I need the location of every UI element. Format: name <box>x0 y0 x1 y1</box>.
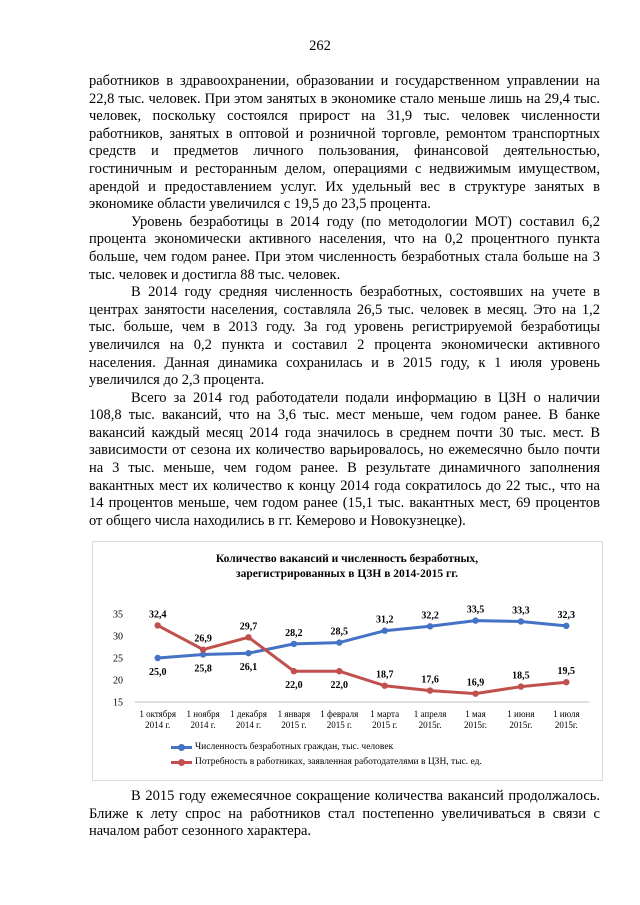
paragraph: В 2014 году средняя численность безработных, состоявших на учете в центрах занятости населения, составляла 26,5 тыс. человек в месяц. Это на 1,2 тыс. больше, чем в 2013 году. За год уровень регистрируемой безработицы увеличился на 0,2 пункта и составил 2 процента экономически активного населения. Данная динамика сохранилась и в 2015 году, к 1 июля уровень увеличился до 2,3 процента. <box>89 284 600 389</box>
data-point <box>472 617 478 623</box>
page-number: 262 <box>309 38 331 54</box>
data-point <box>336 639 342 645</box>
chart-title: Количество вакансий и численность безработных, <box>215 553 479 565</box>
x-tick-label: 1 марта <box>370 709 400 719</box>
data-point <box>382 683 388 689</box>
paragraph: Всего за 2014 год работодатели подали информацию в ЦЗН о наличии 108,8 тыс. вакансий, что на 3,6 тыс. мест меньше, чем годом ранее. В банке вакансий каждый месяц 2014 года значилось в среднем почти 30 тыс. мест. В зависимости от сезона их количество варьировалось, но ежемесячно было почти на 3 тыс. меньше, чем годом ранее. В результате динамичного заполнения вакантных мест их количество к концу 2014 года сократилось до 22 тыс., что на 14 процентов меньше, чем годом ранее (15,1 тыс. вакантных мест, 69 процентов от общего числа находились в гг. Кемерово и Новокузнецке). <box>89 389 600 529</box>
data-point <box>245 650 251 656</box>
data-point <box>518 683 524 689</box>
data-label: 18,7 <box>375 669 394 681</box>
legend-label: Численность безработных граждан, тыс. человек <box>195 742 394 752</box>
data-point <box>472 690 478 696</box>
data-label: 19,5 <box>557 666 576 678</box>
data-label: 28,2 <box>285 627 303 639</box>
body-text-bottom <box>89 788 600 841</box>
x-tick-label: 1 октября <box>139 709 177 719</box>
data-label: 28,5 <box>330 626 349 638</box>
data-point <box>336 668 342 674</box>
y-tick-label: 30 <box>113 631 123 643</box>
data-label: 31,2 <box>375 614 394 626</box>
legend-item-unemployed <box>171 740 482 755</box>
chart-legend <box>171 740 482 770</box>
data-label: 17,6 <box>421 674 439 686</box>
data-label: 16,9 <box>466 677 485 689</box>
data-label: 33,3 <box>512 605 530 617</box>
x-tick-label: 2015г. <box>418 720 442 730</box>
data-label: 32,2 <box>421 610 439 622</box>
y-tick-label: 35 <box>113 609 123 621</box>
data-label: 22,0 <box>330 680 349 692</box>
data-label: 22,0 <box>285 680 303 692</box>
data-point <box>518 618 524 624</box>
data-label: 29,7 <box>239 621 258 633</box>
x-tick-label: 1 мая <box>465 709 486 719</box>
x-tick-label: 1 июля <box>552 709 580 719</box>
data-label: 26,9 <box>194 633 212 645</box>
x-tick-label: 2015г. <box>509 720 533 730</box>
data-label: 25,0 <box>148 667 167 678</box>
x-tick-label: 2015 г. <box>281 720 307 730</box>
y-tick-label: 15 <box>113 697 123 709</box>
data-point <box>563 679 569 685</box>
data-point <box>563 623 569 629</box>
y-tick-label: 25 <box>113 653 123 665</box>
data-point <box>427 687 433 693</box>
legend-swatch <box>171 761 192 764</box>
data-point <box>155 655 161 661</box>
data-point <box>245 634 251 640</box>
data-label: 25,8 <box>194 663 212 675</box>
x-tick-label: 2015 г. <box>326 720 352 730</box>
x-tick-label: 1 января <box>277 709 311 719</box>
x-tick-label: 2014 г. <box>145 720 171 730</box>
x-tick-label: 1 апреля <box>413 709 447 719</box>
data-point <box>200 646 206 652</box>
data-point <box>291 668 297 674</box>
x-tick-label: 1 февраля <box>320 709 359 719</box>
legend-label: Потребность в работниках, заявленная работодателями в ЦЗН, тыс. ед. <box>195 757 482 767</box>
x-tick-label: 2015г. <box>554 720 578 730</box>
chart-title: зарегистрированных в ЦЗН в 2014-2015 гг. <box>235 568 459 580</box>
legend-item-vacancies <box>171 755 482 770</box>
x-tick-label: 2014 г. <box>190 720 216 730</box>
x-tick-label: 1 июня <box>507 709 535 719</box>
x-tick-label: 1 декабря <box>230 709 267 719</box>
x-tick-label: 2015г. <box>464 720 487 730</box>
data-label: 18,5 <box>512 670 530 682</box>
data-label: 26,1 <box>239 662 258 674</box>
series-line <box>158 621 567 658</box>
paragraph: работников в здравоохранении, образовании и государственном управлении на 22,8 тыс. человек. При этом занятых в экономике стало меньше лишь на 29,4 тыс. человек, поскольку состоялся прирост на 31,9 тыс. человек численности работников, занятых в оптовой и розничной торговле, ремонтом транспортных средств и предметов личного пользования, финансовой деятельностью, гостиничным и ресторанным делом, операциями с недвижимым имуществом, арендой и предоставлением услуг. Их удельный вес в структуре занятых в экономике области увеличился с 19,5 до 23,5 процента. <box>89 73 600 213</box>
body-text-top <box>89 73 600 530</box>
x-tick-label: 2014 г. <box>235 720 262 730</box>
x-tick-label: 2015 г. <box>372 720 398 730</box>
data-point <box>155 622 161 628</box>
data-point <box>382 628 388 634</box>
data-point <box>291 641 297 647</box>
legend-swatch <box>171 746 192 749</box>
data-label: 32,3 <box>557 609 576 621</box>
x-tick-label: 1 ноября <box>186 709 220 719</box>
data-label: 33,5 <box>466 604 485 616</box>
paragraph: Уровень безработицы в 2014 году (по методологии МОТ) составил 6,2 процента экономически активного населения, что на 0,2 процентного пункта больше, чем годом ранее. При этом численность безработных стала больше на 3 тыс. человек и достигла 88 тыс. человек. <box>89 213 600 283</box>
data-label: 32,4 <box>148 609 167 621</box>
paragraph: В 2015 году ежемесячное сокращение количества вакансий продолжалось. Ближе к лету спрос на работников стал постепенно увеличиваться в связи с началом работ сезонного характера. <box>89 788 600 840</box>
y-tick-label: 20 <box>113 675 123 687</box>
chart <box>92 541 603 781</box>
data-point <box>427 623 433 629</box>
